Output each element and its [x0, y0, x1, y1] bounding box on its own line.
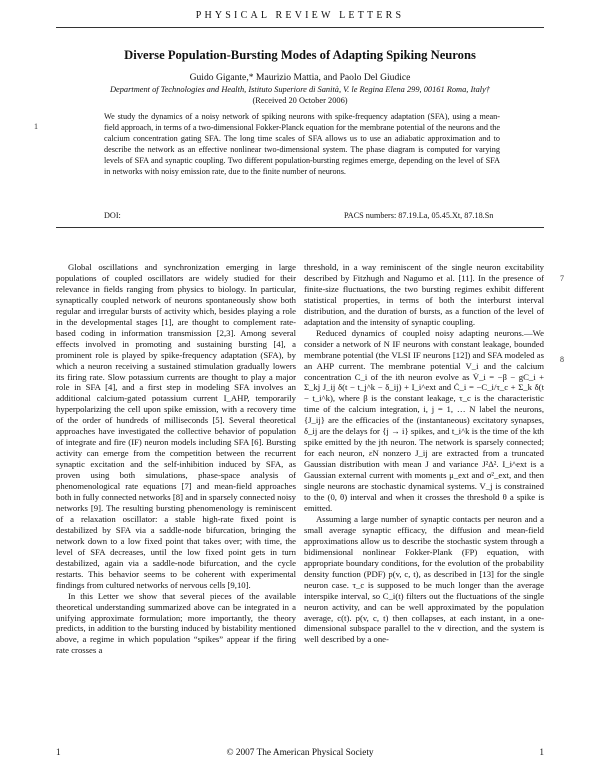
left-column — [56, 262, 296, 656]
author-list: Guido Gigante,* Maurizio Mattia, and Paolo Del Giudice — [189, 72, 411, 83]
page-number-right: 1 — [539, 748, 544, 758]
header-rule — [56, 27, 544, 28]
article-title: Diverse Population-Bursting Modes of Adapting Spiking Neurons — [124, 48, 476, 62]
body-paragraph: Global oscillations and synchronization emerging in large populations of coupled oscillators are widely studied for their relevance in fields ranging from physics to biology. In particular, synaptically coupled network of neurons spontaneously show both regular and irregular bursts of activity which, besides playing a role in the developmental stages [1], are thought to complement rate-based coding in information transmission [2,3]. Among several effects involved in promoting and sustaining bursting [4], a prominent role is played by spike-frequency adaptation (SFA), by which a neuron receiving a sustained stimulation gradually lowers its firing rate. Slow potassium currents are thought to play a major role in SFA [4], and a first step in modeling SFA involves an additional calcium-gated potassium current I_AHP, temporarily hyperpolarizing the cell upon spike emission, with a recovery time of the order of hundreds of milliseconds [5]. Several theoretical approaches have investigated the collective behavior of population of integrate and fire (IF) neuron models including SFA [6]. Bursting activity can emerge from the competition between the recurrent synaptic excitation and the self-inhibition induced by SFA, as proven using both simulations, phase-space analysis of phenomenological rate equations [7] and mean-field approaches both in fully connected networks [8] and in sparsely connected noisy networks [9]. The resulting bursting phenomenology is reminiscent of a relaxation oscillator: a stable high-rate fixed point is destabilized by SFA via a saddle-node bifurcation, bringing the network down to a low fixed point that takes over; with time, the level of SFA decreases, until the low fixed point gets in turn destabilized, again via a saddle-node bifurcation, and the cycle restarts. This behavior seems to be coherent with experimental findings from cultured networks of nervous cells [9,10]. — [56, 262, 296, 590]
body-paragraph: Reduced dynamics of coupled noisy adapting neurons.—We consider a network of N IF neurons with constant leakage, bounded membrane potential (the VLSI IF neurons [12]) and SFA modeled as an AHP current. The membrane potential V_i and the calcium concentration C_i of the ith neuron evolve as V̇_i = −β − gC_i + Σ_kj J_ij δ(t − t_j^k − δ_ij) + I_i^ext and Ċ_i = −C_i/τ_c + Σ_k δ(t − t_i^k), where β is the constant leakage, τ_c is the characteristic time of the calcium integration, i, j = 1, … N label the neurons, {J_ij} are the efficacies of the (instantaneous) excitatory synapses, δ_ij are the delays for {j → i} spikes, and t_i^k is the time of the kth spike emitted by the jth neuron. The network is sparsely connected; for each neuron, εN nonzero J_ij are extracted from a truncated Gaussian distribution with mean J and variance J²Δ². I_i^ext is a Gaussian external current with moments μ_ext and σ²_ext, and then single neurons are stochastic dynamical systems. V_j is constrained to the (0, θ) interval and when it crosses the threshold θ a spike is emitted. — [304, 327, 544, 513]
line-number-abstract: 1 — [34, 122, 38, 131]
doi-label: DOI: — [104, 211, 121, 220]
body-paragraph: Assuming a large number of synaptic contacts per neuron and a small average synaptic efficacy, the diffusion and mean-field approximations allow us to describe the stochastic system through a bidimensional nonlinear Fokker-Plank (FP) equation, with appropriate boundary conditions, for the evolution of the probability density function (PDF) p(v, c, t), as described in [13] for the single neuron case. τ_c is supposed to be much longer than the average interspike interval, so C_i(t) filters out the fluctuations of the single neuron activity, and can be well approximated by the population average, c(t). p(v, c, t) then collapses, at each instant, in a one-dimensional subspace parallel to the v direction, and the system is well described by a one- — [304, 513, 544, 645]
body-paragraph: threshold, in a way reminiscent of the single neuron excitability described by Fitzhugh and Nagumo et al. [11]. In the presence of finite-size fluctuations, the two bursting regimes exhibit different statistical properties, in terms of both the interburst interval distribution, and the duration of bursts, as a function of the level of adaptation and the intensity of synaptic coupling. — [304, 262, 544, 327]
journal-header: PHYSICAL REVIEW LETTERS — [195, 10, 405, 21]
right-column — [304, 262, 544, 645]
page-number-left: 1 — [56, 748, 61, 758]
abstract-rule — [56, 227, 544, 228]
body-paragraph: In this Letter we show that several pieces of the available theoretical understanding summarized above can be integrated in a unifying approximate formulation; more importantly, the theory predicts, in addition to the bursting induced by bistability mentioned above, a regime in which population “spikes” appear if the firing rate crosses a — [56, 590, 296, 656]
affiliation: Department of Technologies and Health, Istituto Superiore di Sanità, V. le Regina Elena 299, 00161 Roma, Italy† — [109, 85, 490, 94]
copyright-notice: © 2007 The American Physical Society — [226, 748, 374, 758]
received-date: (Received 20 October 2006) — [252, 96, 348, 105]
pacs-numbers: PACS numbers: 87.19.La, 05.45.Xt, 87.18.Sn — [344, 211, 494, 220]
line-number-right-top: 7 — [560, 274, 564, 283]
abstract: We study the dynamics of a noisy network of spiking neurons with spike-frequency adaptation (SFA), using a mean-field approach, in terms of a two-dimensional Fokker-Planck equation for the membrane potential of the neurons and the calcium concentration gating SFA. The long time scales of SFA allows us to use an adiabatic approximation and to describe the network as an effective nonlinear two-dimensional system. The phase diagram is computed for varying levels of SFA and synaptic coupling. Two different population-bursting regimes emerge, depending on the level of SFA in networks with noisy emission rate, due to the finite number of neurons. — [104, 112, 500, 176]
line-number-right-mid: 8 — [560, 355, 564, 364]
